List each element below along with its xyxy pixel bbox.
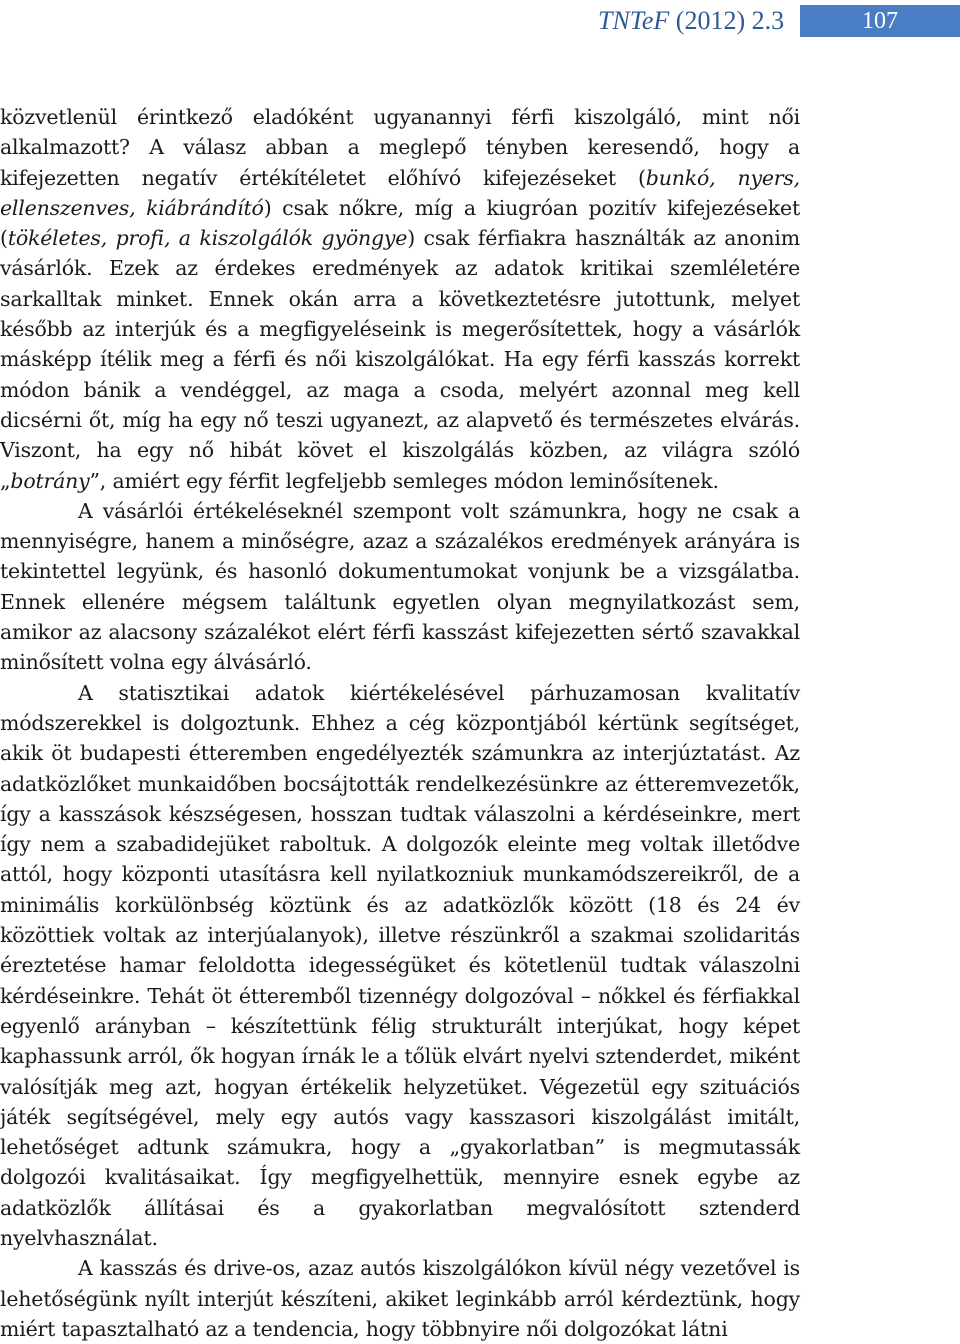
paragraph [0,496,800,678]
text-run: ) csak férfiakra használták az anonim vásárlók. Ezek az érdekes eredmények az adatok kritikai szemléletére sarkalltak minket. Ennek okán arra a következtetésre jutottunk, melyet később az interjúk és a megfigyeléseink is megerősítettek, hogy a vásárlók másképp ítélik meg a férfi és női kiszolgálókat. Ha egy férfi kasszás korrekt módon bánik a vendéggel, az maga a csoda, melyért azonnal meg kell dicsérni őt, míg ha egy nő teszi ugyanezt, az alapvető és természetes elvárás. Viszont, ha egy nő hibát követ el kiszolgálás közben, az világra szóló „ [0,226,801,493]
text-run: közvetlenül érintkező eladóként ugyanannyi férfi kiszolgáló, mint női alkalmazott? A válasz abban a meglepő tényben keresendő, hogy a kifejezetten negatív értékítéletet előhívó kifejezéseket ( [0,105,800,190]
paragraph [0,678,800,1254]
paragraph [0,102,800,496]
journal-issue: (2012) 2.3 [675,6,785,35]
italic-text: botrány [10,468,90,493]
text-run: ) csak nőkre, míg a kiugróan pozitív kifejezéseket ( [0,195,800,251]
text-run: ”, amiért egy férfit legfeljebb semleges módon leminősítenek. [89,468,719,493]
page-header [0,0,960,40]
journal-citation [598,6,784,36]
journal-title: TNTeF [598,6,670,35]
text-run: A statisztikai adatok kiértékelésével párhuzamosan kvalitatív módszerekkel is dolgoztunk. Ehhez a cég központjából kértünk segítséget, akik öt budapesti étteremben engedélyezték számunkra az interjúztatást. Az adatközlőket munkaidőben bocsájtották rendelkezésünkre az étteremvezetők, így a kasszások készségesen, hosszan tudtak válaszolni a kérdéseinkre, mert így nem a szabadidejüket raboltuk. A dolgozók eleinte meg voltak illetődve attól, hogy központi utasításra kell nyilatkozniuk munkamódszereikről, de a minimális korkülönbség köztünk és az adatközlők között (18 és 24 év közöttiek voltak az interjúalanyok), illetve részünkről a szakmai szolidaritás éreztetése hamar feloldotta idegességüket és kötetlenül tudtak válaszolni kérdéseinkre. Tehát öt étteremből tizennégy dolgozóval – nőkkel és férfiakkal egyenlő arányban – készítettünk félig strukturált interjúkat, hogy képet kaphassunk arról, ők hogyan írnák le a tőlük elvárt nyelvi sztenderdet, miként valósítják meg azt, hogyan értékelik helyzetüket. Végezetül egy szituációs játék segítségével, mely egy autós vagy kasszasori kiszolgálást imitált, lehetőséget adtunk számukra, hogy a „gyakorlatban” is megmutassák dolgozói kvalitásaikat. Így megfigyelhettük, mennyire esnek egybe az adatközlők állításai és a gyakorlatban megvalósított sztenderd nyelvhasználat. [0,680,800,1250]
italic-text: tökéletes, profi, a kiszolgálók gyöngye [7,226,408,251]
paragraph [0,1253,800,1344]
text-run: A vásárlói értékeléseknél szempont volt számunkra, hogy ne csak a mennyiségre, hanem a minőségre, azaz a százalékos eredmények arányára is tekintettel legyünk, és hasonló dokumentumokat vonjunk be a vizsgálatba. Ennek ellenére mégsem találtunk egyetlen olyan megnyilatkozást sem, amikor az alacsony százalékot elért férfi kasszást kifejezetten sértő szavakkal minősített volna egy álvásárló. [0,498,800,675]
article-body [0,102,800,1344]
text-run: A kasszás és drive-os, azaz autós kiszolgálókon kívül négy vezetővel is lehetőségünk nyílt interjút készíteni, akiket leginkább arról kérdeztünk, hogy miért tapasztalható az a tendencia, hogy többnyire női dolgozókat látni [0,1256,800,1341]
italic-text: bunkó, nyers, ellenszenves, kiábrándító [0,165,800,220]
page-number: 107 [800,5,960,37]
